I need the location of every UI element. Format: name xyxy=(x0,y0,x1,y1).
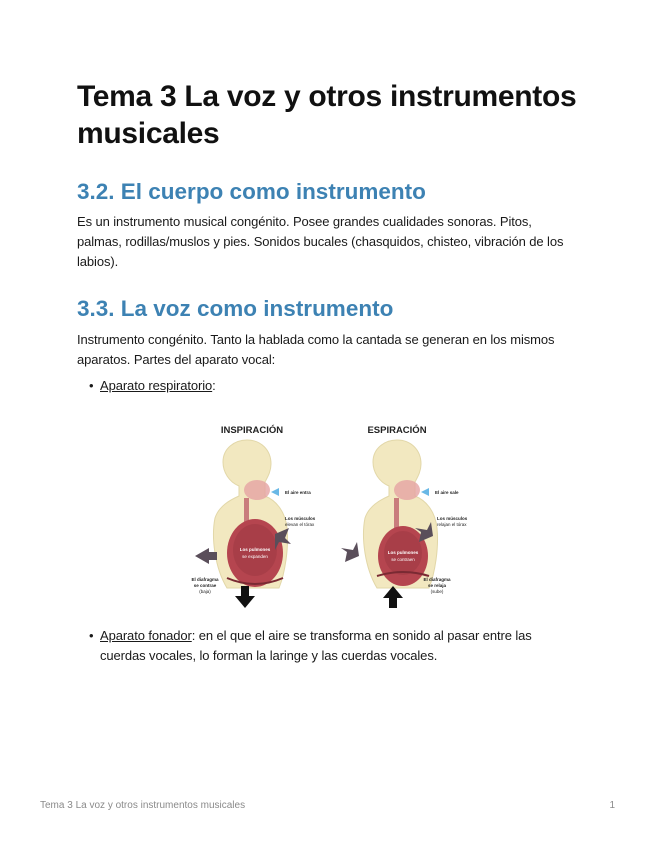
arrow-inward-left-icon xyxy=(341,542,359,562)
label-diaphragm-relax-2: se relaja xyxy=(427,583,447,588)
list-item xyxy=(100,626,570,666)
list-item-text: : en el que el aire se transforma en sonido al pasar entre las cuerdas vocales, lo forman la laringe y las cuerdas vocales. xyxy=(100,628,532,663)
air-arrow-icon xyxy=(271,488,279,496)
arrow-down-icon xyxy=(235,586,255,608)
list-item xyxy=(100,376,570,396)
label-muscles-relax-1: Los músculos xyxy=(437,516,468,521)
list-item-term[interactable]: Aparato respiratorio xyxy=(100,378,213,393)
label-lungs-2: se expanden xyxy=(242,554,268,559)
label-diaphragm-relax-3: (sube) xyxy=(430,589,444,594)
label-air-out: El aire sale xyxy=(435,490,459,495)
label-air-in: El aire entra xyxy=(285,490,311,495)
body-silhouette-inspiration xyxy=(214,440,288,588)
label-diaphragm-3: (baja) xyxy=(199,589,211,594)
arrow-left-icon xyxy=(195,548,217,564)
page-title: Tema 3 La voz y otros instrumentos musicales xyxy=(77,80,577,150)
section-paragraph-voz: Instrumento congénito. Tanto la hablada como la cantada se generan en los mismos aparatos. Partes del aparato vocal: xyxy=(77,332,555,367)
footer-title: Tema 3 La voz y otros instrumentos musicales xyxy=(40,800,246,811)
figure-title-inspiration: INSPIRACIÓN xyxy=(220,425,284,436)
label-lungs-contract-2: se contraen xyxy=(391,557,415,562)
label-lungs-1: Los pulmones xyxy=(239,547,271,552)
label-lungs-contract-1: Los pulmones xyxy=(387,550,419,555)
air-out-arrow-icon xyxy=(421,488,429,496)
list-item-text: : xyxy=(212,378,216,393)
list-item-term[interactable]: Aparato fonador xyxy=(100,628,192,643)
label-muscles-relax-2: relajan el tórax xyxy=(437,522,467,527)
body-silhouette-expiration xyxy=(364,440,438,588)
bullet-icon: • xyxy=(89,378,94,393)
arrow-up-icon xyxy=(383,586,403,608)
figure-title-expiration: ESPIRACIÓN xyxy=(367,425,427,436)
label-muscles-1: Los músculos xyxy=(285,516,316,521)
section-heading-cuerpo: 3.2. El cuerpo como instrumento xyxy=(77,179,426,204)
breathing-figure xyxy=(175,418,485,613)
label-diaphragm-2: se contrae xyxy=(193,583,217,588)
section-heading-voz: 3.3. La voz como instrumento xyxy=(77,296,394,321)
label-muscles-2: elevan el tórax xyxy=(285,522,315,527)
label-diaphragm-1: El diafragma xyxy=(191,577,219,582)
section-paragraph-cuerpo: Es un instrumento musical congénito. Posee grandes cualidades sonoras. Pitos, palmas, rodillas/muslos y pies. Sonidos bucales (chasquidos, chisteo, vibración de los labios). xyxy=(77,214,564,269)
label-diaphragm-relax-1: El diafragma xyxy=(423,577,451,582)
page-number: 1 xyxy=(609,800,615,811)
bullet-icon: • xyxy=(89,628,94,643)
